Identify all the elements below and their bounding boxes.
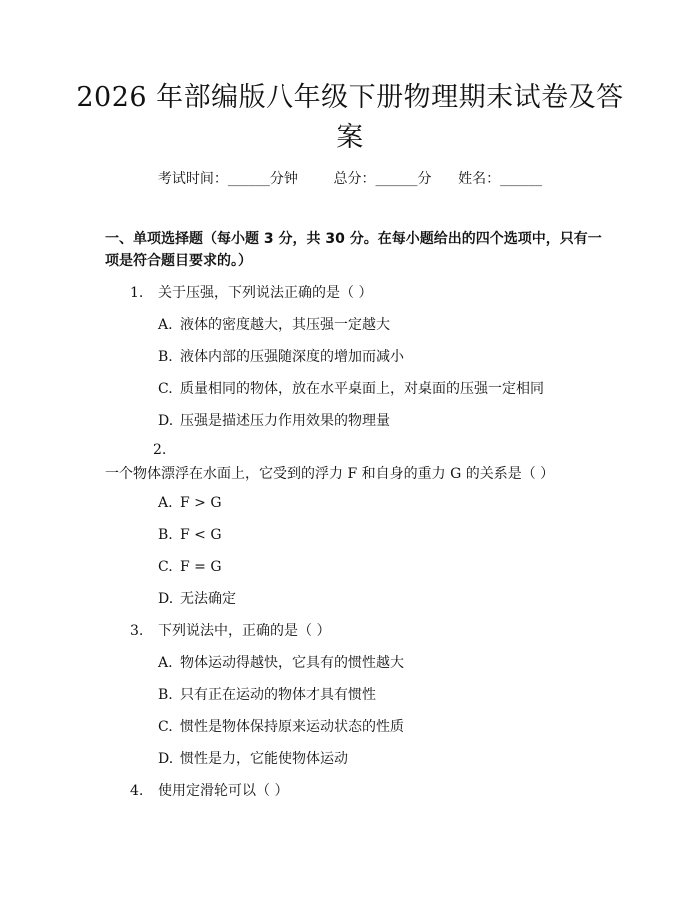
option-text: 惯性是物体保持原来运动状态的性质 [180, 719, 404, 735]
option-letter: D. [158, 591, 174, 607]
option-letter: D. [158, 751, 174, 767]
question-text: 下列说法中，正确的是（ ） [158, 623, 331, 639]
option-item [158, 590, 236, 608]
score-unit: 分 [417, 171, 432, 187]
option-item [158, 654, 404, 672]
time-blank: ______ [227, 171, 270, 187]
question-text: 使用定滑轮可以（ ） [158, 783, 289, 799]
option-item [158, 316, 390, 334]
option-text: 质量相同的物体，放在水平桌面上，对桌面的压强一定相同 [180, 381, 544, 397]
exam-info-line [0, 170, 700, 188]
question-stem [130, 284, 372, 302]
option-text: 液体内部的压强随深度的增加而减小 [180, 349, 404, 365]
option-letter: A. [158, 655, 173, 671]
option-letter: A. [158, 317, 173, 333]
option-item [158, 526, 222, 544]
option-item [158, 558, 222, 576]
option-text: F < G [180, 527, 222, 543]
section-heading: 一、单项选择题（每小题 3 分，共 30 分。在每小题给出的四个选项中，只有一项是符合题目要求的。） [105, 231, 602, 269]
option-item [158, 348, 404, 366]
option-letter: C. [158, 559, 173, 575]
question-text: 关于压强，下列说法正确的是（ ） [158, 285, 373, 301]
question-text: 一个物体漂浮在水面上，它受到的浮力 F 和自身的重力 G 的关系是（ ） [105, 466, 555, 482]
option-text: 只有正在运动的物体才具有惯性 [180, 687, 376, 703]
option-item [158, 750, 348, 768]
option-letter: B. [158, 687, 173, 703]
question-stem [105, 438, 600, 486]
name-label: 姓名： [458, 171, 501, 187]
option-letter: C. [158, 719, 173, 735]
question-number: 2. [153, 442, 167, 458]
option-letter: A. [158, 495, 173, 511]
score-blank: ______ [375, 171, 418, 187]
question-number: 3. [130, 623, 144, 639]
time-unit: 分钟 [269, 171, 298, 187]
option-text: F > G [180, 495, 222, 511]
option-item [158, 718, 404, 736]
option-text: 液体的密度越大，其压强一定越大 [180, 317, 390, 333]
question-number: 1. [130, 285, 144, 301]
option-text: 压强是描述压力作用效果的物理量 [180, 413, 390, 429]
question-stem [130, 622, 330, 640]
option-text: 惯性是力，它能使物体运动 [180, 751, 348, 767]
option-text: 物体运动得越快，它具有的惯性越大 [180, 655, 404, 671]
option-text: 无法确定 [180, 591, 236, 607]
option-letter: B. [158, 527, 173, 543]
score-label: 总分： [333, 171, 376, 187]
time-label: 考试时间： [157, 171, 228, 187]
question-number: 4. [130, 783, 144, 799]
option-letter: B. [158, 349, 173, 365]
question-stem [130, 782, 288, 800]
option-item [158, 380, 544, 398]
option-letter: D. [158, 413, 174, 429]
option-item [158, 494, 222, 512]
option-item [158, 412, 390, 430]
option-text: F = G [180, 559, 222, 575]
option-letter: C. [158, 381, 173, 397]
option-item [158, 686, 376, 704]
page-title: 2026 年部编版八年级下册物理期末试卷及答案 [76, 82, 624, 153]
name-blank: ______ [500, 171, 543, 187]
